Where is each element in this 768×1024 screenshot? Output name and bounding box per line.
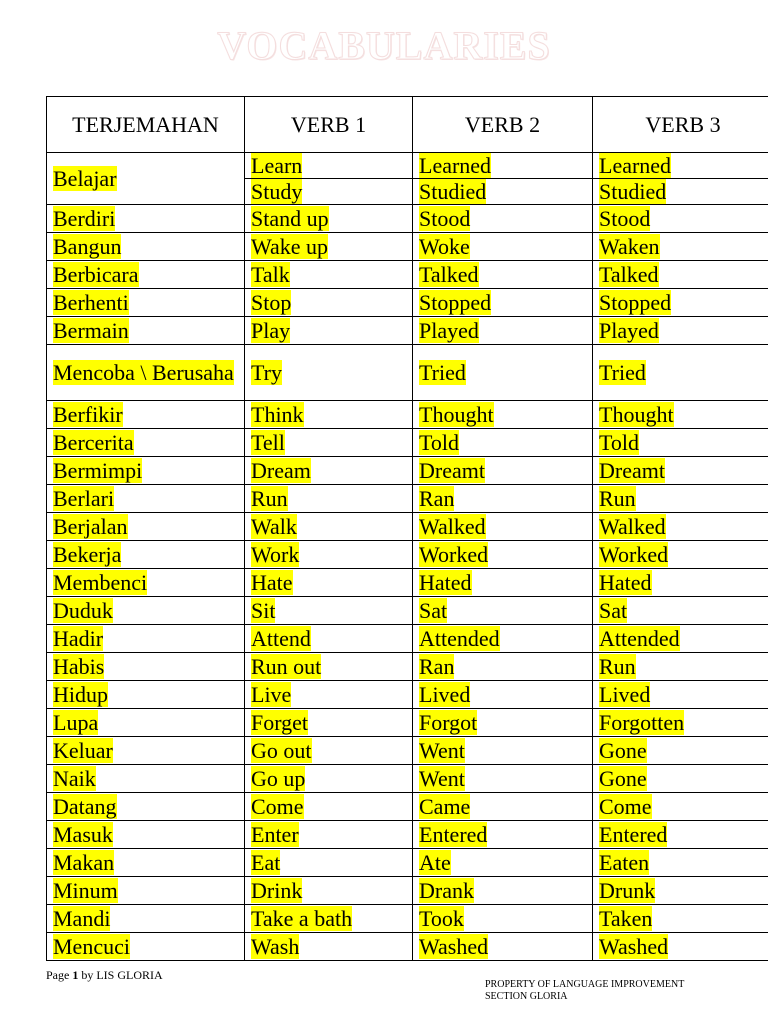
verb3-text: Dreamt (599, 458, 665, 483)
table-row (47, 485, 768, 513)
verb2-cell (413, 849, 593, 877)
verb1-text: Stop (251, 290, 292, 315)
verb1-text: Talk (251, 262, 290, 287)
verb2-cell (413, 153, 593, 179)
verb1-text: Attend (251, 626, 311, 651)
verb1-text: Tell (251, 430, 285, 455)
verb3-text: Told (599, 430, 640, 455)
translation-cell (47, 429, 245, 457)
verb2-text: Hated (419, 570, 472, 595)
translation-text: Datang (53, 794, 117, 819)
verb1-cell (245, 541, 413, 569)
table-row (47, 345, 768, 401)
verb3-text: Drunk (599, 878, 656, 903)
translation-text: Berjalan (53, 514, 128, 539)
translation-text: Berlari (53, 486, 115, 511)
verb1-text: Learn (251, 153, 303, 178)
verb3-cell (593, 233, 768, 261)
verb3-text: Thought (599, 402, 674, 427)
vocabulary-table (46, 96, 768, 961)
verb3-cell (593, 793, 768, 821)
verb3-text: Waken (599, 234, 660, 259)
verb2-text: Told (419, 430, 460, 455)
translation-text: Mencuci (53, 934, 130, 959)
verb2-cell (413, 345, 593, 401)
translation-text: Berfikir (53, 402, 123, 427)
verb2-text: Sat (419, 598, 448, 623)
verb1-text: Hate (251, 570, 293, 595)
translation-text: Makan (53, 850, 115, 875)
translation-text: Berhenti (53, 290, 129, 315)
verb3-cell (593, 625, 768, 653)
translation-text: Lupa (53, 710, 99, 735)
translation-text: Naik (53, 766, 96, 791)
table-row (47, 261, 768, 289)
verb2-cell (413, 485, 593, 513)
verb2-text: Forgot (419, 710, 478, 735)
verb3-cell (593, 821, 768, 849)
translation-text: Bermimpi (53, 458, 143, 483)
verb2-text: Took (419, 906, 464, 931)
verb2-text: Went (419, 738, 465, 763)
verb1-cell (245, 429, 413, 457)
verb3-cell (593, 653, 768, 681)
verb1-text: Sit (251, 598, 276, 623)
table-row (47, 765, 768, 793)
table-row (47, 597, 768, 625)
verb3-cell (593, 513, 768, 541)
table-row (47, 153, 768, 179)
table-row (47, 429, 768, 457)
verb1-cell (245, 681, 413, 709)
translation-cell (47, 289, 245, 317)
verb3-cell (593, 849, 768, 877)
verb1-text: Think (251, 402, 304, 427)
translation-cell (47, 597, 245, 625)
verb2-cell (413, 205, 593, 233)
verb2-cell (413, 317, 593, 345)
table-row (47, 625, 768, 653)
translation-cell (47, 849, 245, 877)
verb3-cell (593, 429, 768, 457)
table-row (47, 681, 768, 709)
page-footer-left (46, 968, 163, 983)
translation-cell (47, 765, 245, 793)
verb1-cell (245, 569, 413, 597)
table-row (47, 821, 768, 849)
verb2-text: Ate (419, 850, 451, 875)
translation-cell (47, 709, 245, 737)
verb3-cell (593, 153, 768, 179)
translation-text: Bercerita (53, 430, 134, 455)
translation-text: Hidup (53, 682, 108, 707)
verb2-text: Washed (419, 934, 489, 959)
verb1-text: Stand up (251, 206, 329, 231)
verb1-cell (245, 513, 413, 541)
verb2-text: Stopped (419, 290, 492, 315)
translation-text: Bangun (53, 234, 122, 259)
translation-cell (47, 541, 245, 569)
translation-text: Belajar (53, 166, 117, 191)
table-row (47, 541, 768, 569)
verb3-text: Studied (599, 179, 667, 204)
translation-cell (47, 205, 245, 233)
verb3-text: Hated (599, 570, 652, 595)
verb2-cell (413, 541, 593, 569)
verb3-text: Run (599, 486, 636, 511)
verb3-text: Worked (599, 542, 669, 567)
page-title: VOCABULARIES (217, 23, 551, 68)
verb1-cell (245, 205, 413, 233)
verb3-cell (593, 709, 768, 737)
verb1-text: Try (251, 360, 282, 385)
verb3-text: Gone (599, 738, 647, 763)
verb2-text: Came (419, 794, 471, 819)
verb2-text: Talked (419, 262, 479, 287)
table-row (47, 933, 768, 961)
translation-cell (47, 793, 245, 821)
table-row (47, 401, 768, 429)
verb3-cell (593, 401, 768, 429)
verb1-cell (245, 485, 413, 513)
verb1-text: Play (251, 318, 291, 343)
author-label: by LIS GLORIA (78, 968, 163, 982)
translation-text: Berbicara (53, 262, 139, 287)
translation-text: Minum (53, 878, 118, 903)
table-row (47, 205, 768, 233)
verb3-cell (593, 681, 768, 709)
page-number: 1 (72, 968, 79, 982)
verb3-text: Lived (599, 682, 651, 707)
translation-cell (47, 625, 245, 653)
verb1-cell (245, 233, 413, 261)
table-row (47, 709, 768, 737)
verb1-cell (245, 709, 413, 737)
translation-text: Bekerja (53, 542, 122, 567)
translation-cell (47, 233, 245, 261)
table-row (47, 877, 768, 905)
verb2-cell (413, 597, 593, 625)
translation-cell (47, 821, 245, 849)
verb2-cell (413, 233, 593, 261)
verb1-cell (245, 345, 413, 401)
translation-cell (47, 569, 245, 597)
verb3-text: Entered (599, 822, 668, 847)
translation-cell (47, 681, 245, 709)
verb2-text: Drank (419, 878, 474, 903)
table-row (47, 653, 768, 681)
verb3-text: Talked (599, 262, 659, 287)
translation-cell (47, 933, 245, 961)
verb2-text: Played (419, 318, 479, 343)
verb1-cell (245, 933, 413, 961)
verb3-text: Tried (599, 360, 646, 385)
translation-cell (47, 261, 245, 289)
table-row (47, 737, 768, 765)
verb1-cell (245, 457, 413, 485)
verb3-cell (593, 877, 768, 905)
verb3-cell (593, 905, 768, 933)
verb2-cell (413, 261, 593, 289)
verb2-text: Dreamt (419, 458, 485, 483)
verb1-text: Live (251, 682, 292, 707)
verb1-cell (245, 821, 413, 849)
verb2-text: Entered (419, 822, 488, 847)
verb1-cell (245, 905, 413, 933)
verb1-text: Run (251, 486, 288, 511)
table-row (47, 457, 768, 485)
verb2-text: Ran (419, 654, 455, 679)
translation-cell (47, 877, 245, 905)
table-row (47, 289, 768, 317)
verb3-text: Attended (599, 626, 680, 651)
verb2-cell (413, 401, 593, 429)
verb1-text: Drink (251, 878, 303, 903)
verb3-cell (593, 933, 768, 961)
verb1-text: Take a bath (251, 906, 353, 931)
verb2-cell (413, 457, 593, 485)
table-row (47, 317, 768, 345)
translation-cell (47, 153, 245, 205)
table-row (47, 793, 768, 821)
verb1-text: Forget (251, 710, 309, 735)
verb2-text: Went (419, 766, 465, 791)
verb2-cell (413, 653, 593, 681)
verb2-cell (413, 625, 593, 653)
verb2-cell (413, 905, 593, 933)
translation-cell (47, 653, 245, 681)
verb3-cell (593, 261, 768, 289)
translation-text: Mandi (53, 906, 111, 931)
table-row (47, 233, 768, 261)
verb1-cell (245, 625, 413, 653)
table-row (47, 849, 768, 877)
verb1-text: Wash (251, 934, 300, 959)
verb2-text: Tried (419, 360, 466, 385)
verb3-text: Washed (599, 934, 669, 959)
verb2-text: Lived (419, 682, 471, 707)
verb1-cell (245, 597, 413, 625)
verb3-cell (593, 569, 768, 597)
verb1-text: Study (251, 179, 303, 204)
verb1-text: Come (251, 794, 304, 819)
header-translation: TERJEMAHAN (47, 97, 245, 153)
verb1-text: Walk (251, 514, 297, 539)
verb2-cell (413, 793, 593, 821)
header-verb2: VERB 2 (413, 97, 593, 153)
verb3-text: Run (599, 654, 636, 679)
verb2-cell (413, 681, 593, 709)
verb3-text: Learned (599, 153, 672, 178)
verb2-cell (413, 877, 593, 905)
verb1-cell (245, 653, 413, 681)
verb2-text: Attended (419, 626, 500, 651)
verb2-text: Stood (419, 206, 471, 231)
translation-cell (47, 457, 245, 485)
verb3-cell (593, 317, 768, 345)
translation-text: Berdiri (53, 206, 116, 231)
page-label: Page (46, 968, 73, 982)
verb1-cell (245, 877, 413, 905)
translation-text: Keluar (53, 738, 113, 763)
verb2-text: Ran (419, 486, 455, 511)
verb3-cell (593, 597, 768, 625)
translation-text: Habis (53, 654, 105, 679)
verb3-cell (593, 457, 768, 485)
verb1-text: Dream (251, 458, 311, 483)
verb1-cell (245, 261, 413, 289)
verb3-cell (593, 179, 768, 205)
verb2-cell (413, 765, 593, 793)
translation-cell (47, 317, 245, 345)
verb1-cell (245, 289, 413, 317)
verb3-text: Taken (599, 906, 653, 931)
property-note: PROPERTY OF LANGUAGE IMPROVEMENT SECTION GLORIA (485, 979, 685, 1002)
verb1-cell (245, 179, 413, 205)
translation-text: Duduk (53, 598, 113, 623)
translation-cell (47, 513, 245, 541)
verb2-cell (413, 179, 593, 205)
translation-cell (47, 905, 245, 933)
verb2-cell (413, 933, 593, 961)
translation-text: Mencoba \ Berusaha (53, 359, 234, 385)
verb1-cell (245, 401, 413, 429)
verb1-cell (245, 849, 413, 877)
verb3-cell (593, 765, 768, 793)
verb3-cell (593, 485, 768, 513)
verb3-cell (593, 737, 768, 765)
table-row (47, 513, 768, 541)
table-header-row (47, 97, 768, 153)
translation-text: Membenci (53, 570, 148, 595)
verb2-cell (413, 289, 593, 317)
verb2-text: Worked (419, 542, 489, 567)
table-row (47, 905, 768, 933)
verb3-cell (593, 541, 768, 569)
verb1-text: Wake up (251, 234, 329, 259)
verb1-text: Go out (251, 738, 312, 763)
verb3-text: Forgotten (599, 710, 685, 735)
verb3-text: Sat (599, 598, 628, 623)
verb1-cell (245, 737, 413, 765)
verb3-text: Stood (599, 206, 651, 231)
verb3-text: Walked (599, 514, 666, 539)
verb3-text: Stopped (599, 290, 672, 315)
verb2-text: Woke (419, 234, 470, 259)
verb2-text: Thought (419, 402, 494, 427)
verb2-cell (413, 737, 593, 765)
verb1-text: Eat (251, 850, 281, 875)
verb1-cell (245, 793, 413, 821)
translation-text: Masuk (53, 822, 113, 847)
verb2-text: Walked (419, 514, 486, 539)
translation-cell (47, 345, 245, 401)
verb3-text: Played (599, 318, 659, 343)
verb2-text: Learned (419, 153, 492, 178)
verb2-cell (413, 569, 593, 597)
translation-cell (47, 401, 245, 429)
translation-cell (47, 485, 245, 513)
verb1-text: Run out (251, 654, 322, 679)
verb3-cell (593, 345, 768, 401)
verb1-cell (245, 317, 413, 345)
verb3-text: Gone (599, 766, 647, 791)
verb3-cell (593, 205, 768, 233)
verb1-text: Work (251, 542, 300, 567)
header-verb1: VERB 1 (245, 97, 413, 153)
verb3-text: Eaten (599, 850, 650, 875)
translation-cell (47, 737, 245, 765)
verb2-cell (413, 821, 593, 849)
translation-text: Hadir (53, 626, 104, 651)
verb1-text: Go up (251, 766, 306, 791)
verb3-text: Come (599, 794, 652, 819)
verb2-cell (413, 513, 593, 541)
verb1-cell (245, 765, 413, 793)
verb2-cell (413, 429, 593, 457)
translation-text: Bermain (53, 318, 129, 343)
table-row (47, 569, 768, 597)
header-verb3: VERB 3 (593, 97, 768, 153)
verb3-cell (593, 289, 768, 317)
verb2-cell (413, 709, 593, 737)
verb1-cell (245, 153, 413, 179)
verb1-text: Enter (251, 822, 299, 847)
verb2-text: Studied (419, 179, 487, 204)
